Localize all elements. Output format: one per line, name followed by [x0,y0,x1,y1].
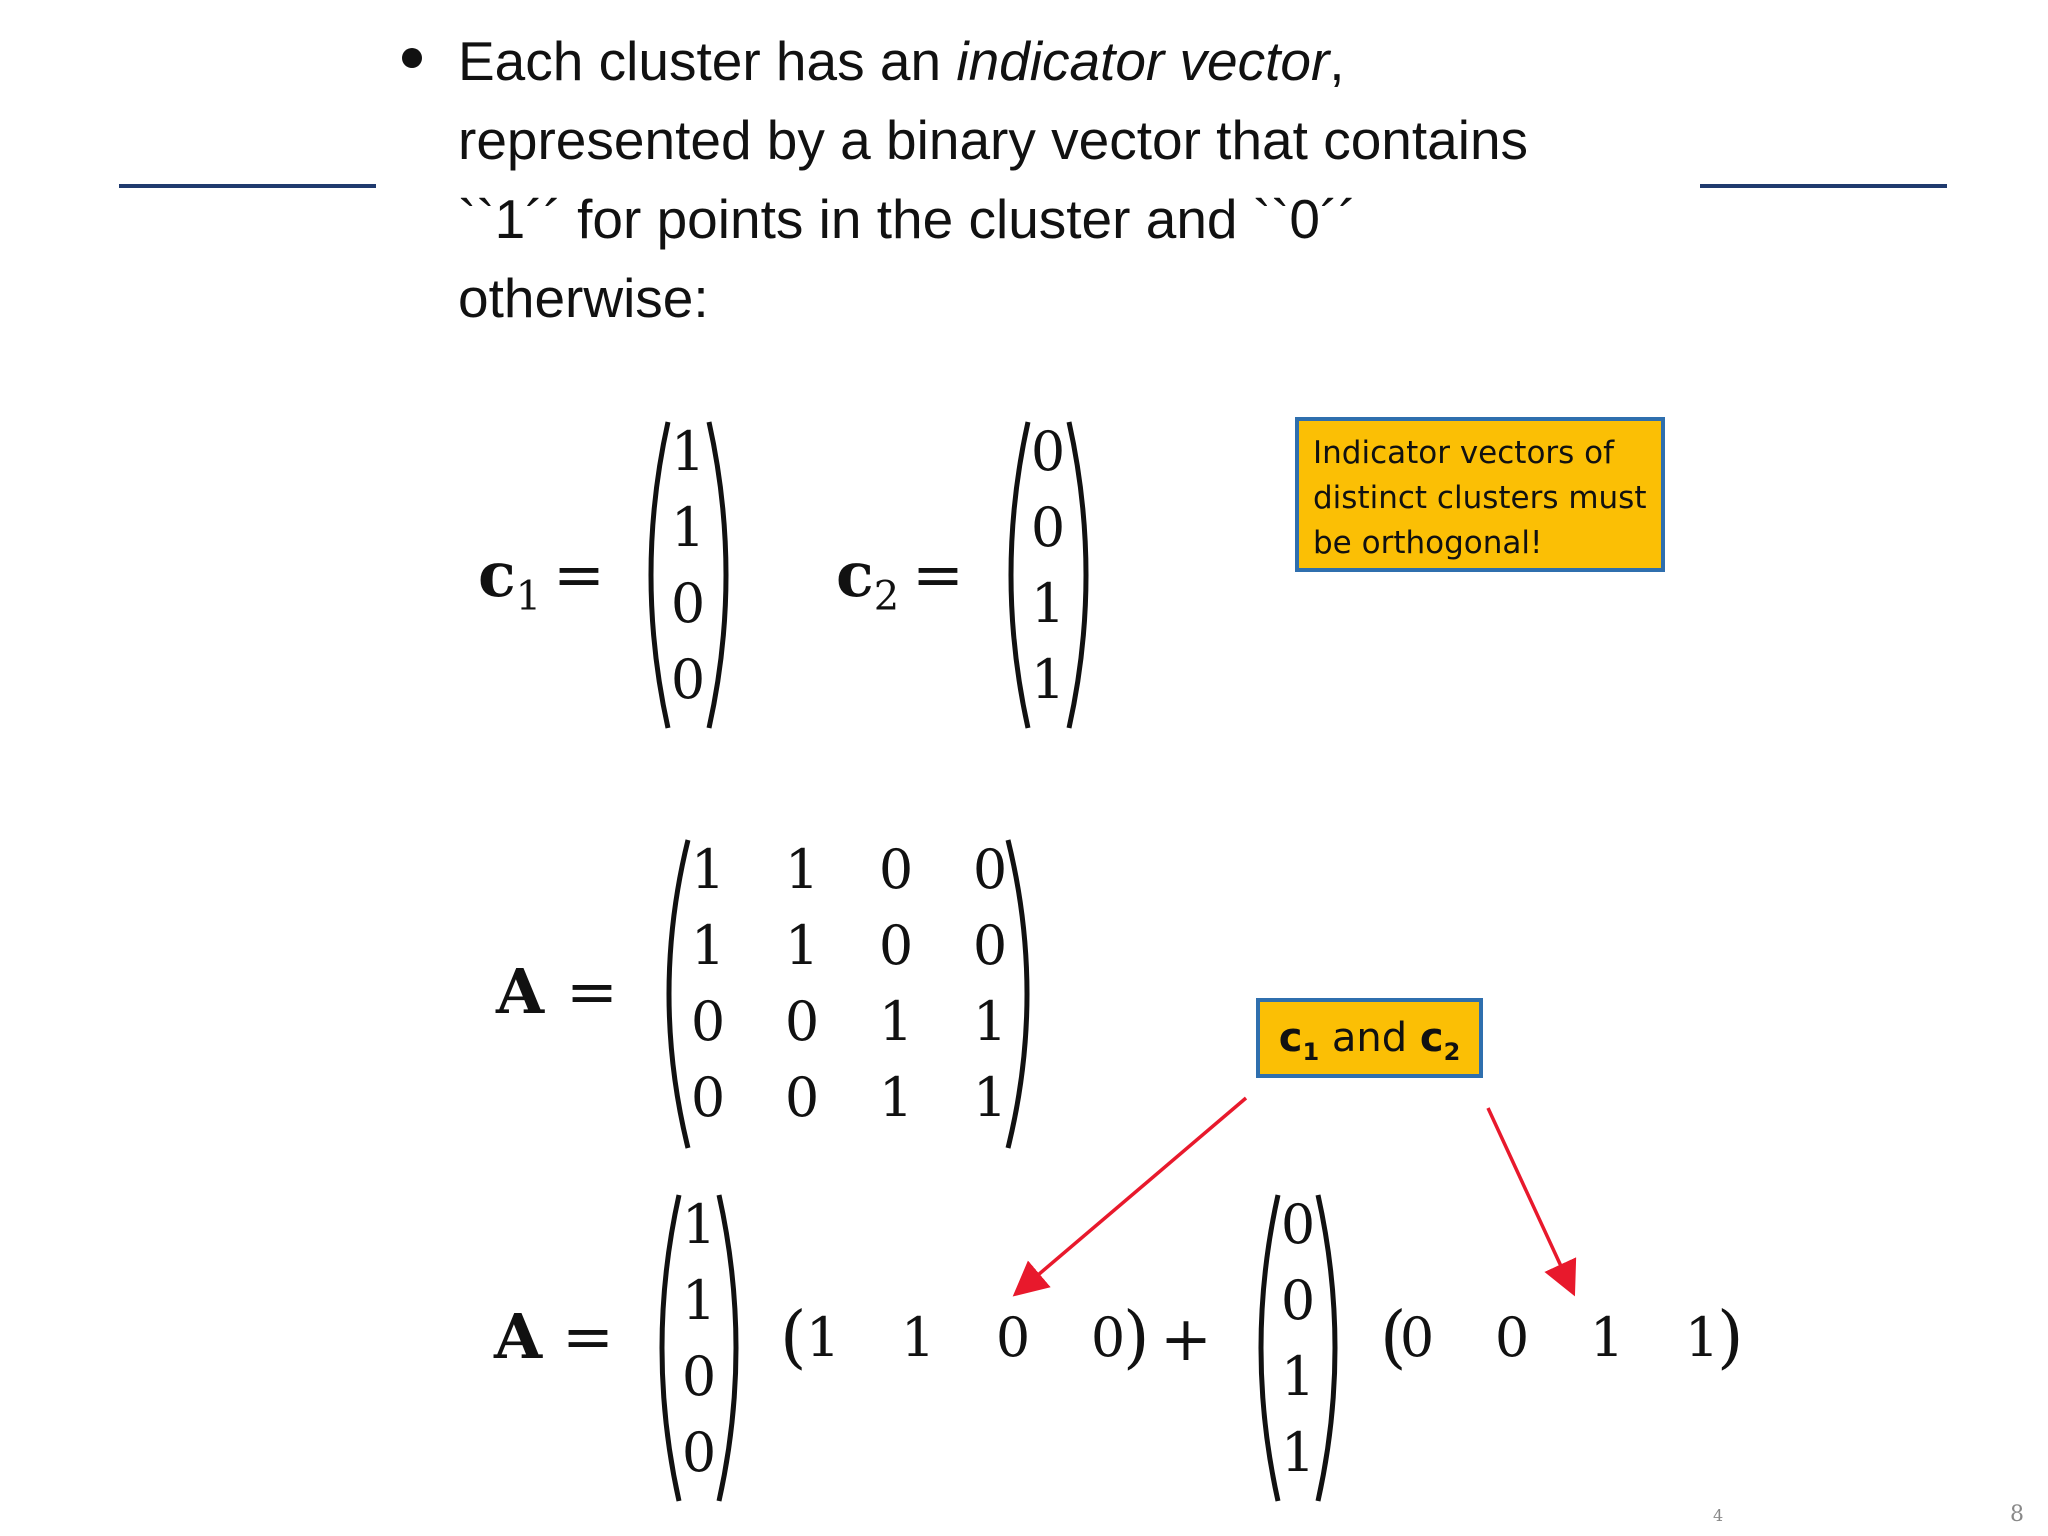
col2-entry: 1 [1280,1345,1316,1408]
row1-entry: 1 [805,1306,841,1369]
c2-entry: 0 [1030,496,1066,559]
c2-entry: 0 [1030,420,1066,483]
c2-equals: = [912,538,964,611]
small-page-number: 4 [1713,1506,1724,1525]
bullet-line-2: represented by a binary vector that contains [458,109,1529,171]
row1-open-paren: ( [780,1298,807,1377]
arrow-to-row2 [1488,1108,1572,1290]
c1-entry: 1 [670,496,706,559]
matrix-entry: 1 [784,838,820,901]
matrix-entry: 0 [878,914,914,977]
c1-entry: 0 [670,572,706,635]
row2-close-paren: ) [1717,1298,1744,1377]
left-rule [119,184,376,188]
row1-close-paren: ) [1123,1298,1150,1377]
col1-entry: 0 [681,1421,717,1484]
col2-entry: 0 [1280,1193,1316,1256]
matrix-entry: 1 [972,990,1008,1053]
indicator-vector-term: indicator vector [956,30,1330,92]
c1-equals: = [553,538,605,611]
matrix-symbol: A [496,955,545,1028]
col1-entry: 0 [681,1345,717,1408]
bullet-line-3: ``1´´ for points in the cluster and ``0´´ [458,188,1357,250]
matrix-entry: 0 [690,990,726,1053]
row2-entry: 0 [1494,1306,1530,1369]
row1-entry: 0 [995,1306,1031,1369]
plus-sign: + [1160,1302,1212,1375]
row2-entry: 1 [1589,1306,1625,1369]
c2-entry: 1 [1030,648,1066,711]
matrix-entry: 1 [784,914,820,977]
arrow-to-row1 [1018,1098,1246,1292]
bullet-line-4: otherwise: [458,267,709,329]
decomp-equals: = [562,1300,614,1373]
c1-symbol: $c_1$ [478,538,542,620]
row2-entry: 0 [1399,1306,1435,1369]
row2-entry: 1 [1684,1306,1720,1369]
callout-line: Indicator vectors of [1313,435,1615,471]
orthogonal-callout [1295,417,1665,572]
right-rule [1700,184,1947,188]
row1-entry: 1 [900,1306,936,1369]
decomp-symbol: A [494,1300,543,1373]
row1-entry: 0 [1090,1306,1126,1369]
matrix-entry: 0 [972,914,1008,977]
bullet-paragraph [458,22,1698,338]
bullet-line-1: Each cluster has an indicator vector, [458,30,1345,92]
bullet-dot [402,48,422,68]
matrix-entry: 1 [878,1066,914,1129]
matrix-entry: 0 [878,838,914,901]
col1-entry: 1 [681,1193,717,1256]
page-number: 8 [2010,1502,2024,1527]
callout-line: distinct clusters must [1313,480,1647,516]
c1-entry: 0 [670,648,706,711]
c2-entry: 1 [1030,572,1066,635]
callout-line: be orthogonal! [1313,525,1543,561]
c1-entry: 1 [670,420,706,483]
matrix-entry: 0 [690,1066,726,1129]
row2-open-paren: ( [1380,1298,1407,1377]
matrix-entry: 1 [690,914,726,977]
col1-entry: 1 [681,1269,717,1332]
col2-entry: 0 [1280,1269,1316,1332]
c1-c2-callout: $c_1$ and $c_2$ [1256,998,1483,1078]
c2-symbol: $c_2$ [836,538,900,620]
matrix-entry: 1 [690,838,726,901]
col2-entry: 1 [1280,1421,1316,1484]
matrix-equals: = [566,955,618,1028]
matrix-entry: 1 [878,990,914,1053]
matrix-entry: 0 [784,1066,820,1129]
matrix-entry: 0 [972,838,1008,901]
matrix-entry: 0 [784,990,820,1053]
matrix-entry: 1 [972,1066,1008,1129]
